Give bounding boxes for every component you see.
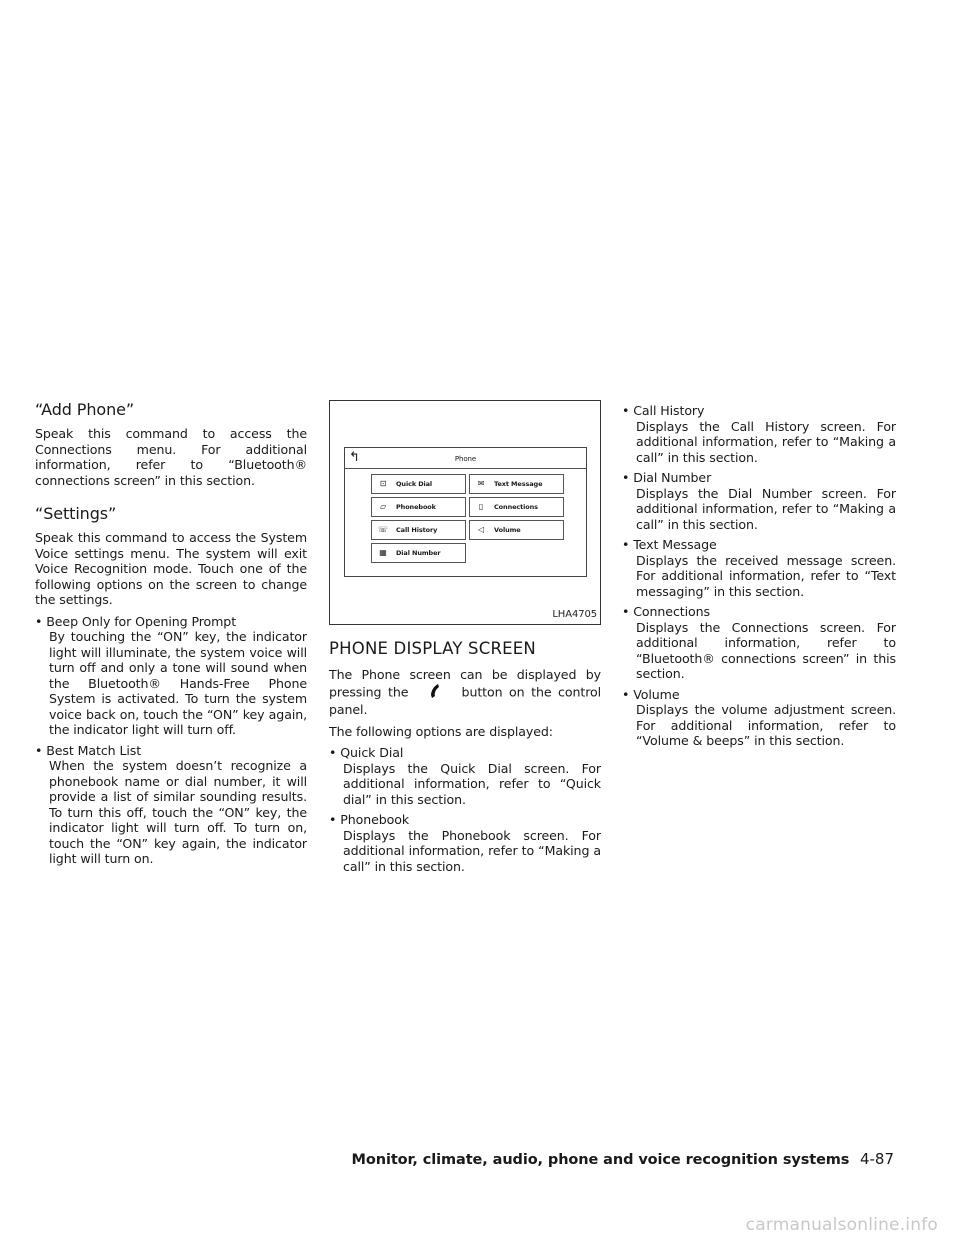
- envelope-icon: ✉: [477, 479, 485, 488]
- heading-settings: “Settings”: [35, 504, 117, 523]
- list-item-title: • Connections: [622, 604, 896, 620]
- list-item: [35, 614, 307, 738]
- screen-title: Phone: [454, 455, 477, 463]
- volume-icon: ◁: [477, 525, 485, 534]
- button-label: Connections: [494, 503, 538, 511]
- list-item-desc: Displays the Quick Dial screen. For additional information, refer to “Quick dial” in this section.: [343, 760, 601, 807]
- back-arrow-icon: ↰: [349, 450, 360, 465]
- button-label: Text Message: [494, 480, 543, 488]
- list-item-desc: Displays the volume adjustment screen. For additional information, refer to “Volume & beeps” in this section.: [636, 702, 896, 748]
- volume-button: [469, 520, 564, 540]
- list-item: [622, 604, 896, 682]
- list-item: [35, 743, 307, 867]
- phonebook-icon: ▱: [379, 502, 387, 511]
- footer-title: Monitor, climate, audio, phone and voice recognition systems: [351, 1152, 850, 1168]
- list-item-title: • Volume: [622, 687, 896, 703]
- quick-dial-button: [371, 474, 466, 494]
- list-item: [329, 812, 601, 874]
- list-item-desc: Displays the Phonebook screen. For additional information, refer to “Making a call” in this section.: [343, 827, 601, 874]
- button-label: Volume: [494, 526, 521, 534]
- call-history-icon: ☏: [378, 525, 388, 534]
- list-item: [329, 745, 601, 807]
- paragraph-text: The Phone screen can be displayed by pressing the: [329, 667, 601, 699]
- list-item-desc: Displays the received message screen. For additional information, refer to “Text messaging” in this section.: [636, 552, 896, 599]
- dial-number-button: [371, 543, 466, 563]
- list-item-desc: Displays the Dial Number screen. For additional information, refer to “Making a call” in this section.: [636, 485, 896, 532]
- button-label: Quick Dial: [396, 480, 433, 488]
- heading-add-phone: “Add Phone”: [35, 400, 135, 419]
- phone-screen: [344, 447, 587, 577]
- text-message-button: [469, 474, 564, 494]
- list-item-title: • Best Match List: [35, 743, 307, 759]
- heading-phone-display-screen: PHONE DISPLAY SCREEN: [329, 639, 536, 658]
- button-label: Dial Number: [396, 549, 441, 557]
- page-footer: [352, 1150, 894, 1168]
- phone-icon: [415, 683, 455, 703]
- list-item-title: • Text Message: [622, 537, 896, 553]
- watermark: carmanualsonline.info: [745, 1215, 938, 1235]
- list-item: [622, 537, 896, 599]
- page-number: 4-87: [859, 1150, 894, 1168]
- list-item-desc: Displays the Call History screen. For additional information, refer to “Making a call” in this section.: [636, 418, 896, 465]
- figure-code: LHA4705: [552, 608, 597, 620]
- phonebook-button: [371, 497, 466, 517]
- column-3: [622, 403, 896, 754]
- list-item: [622, 687, 896, 749]
- button-label: Phonebook: [396, 503, 436, 511]
- connections-button: [469, 497, 564, 517]
- list-item: [622, 403, 896, 465]
- list-item-title: • Call History: [622, 403, 896, 419]
- paragraph-options-intro: The following options are displayed:: [329, 723, 553, 739]
- options-list: [329, 745, 601, 874]
- paragraph-settings: Speak this command to access the System Voice settings menu. The system will exit Voice Recognition mode. Touch one of the following options on the screen to change the settings.: [35, 530, 307, 607]
- column-1: [35, 400, 307, 872]
- list-item-title: • Dial Number: [622, 470, 896, 486]
- paragraph-phone-screen: [329, 667, 601, 718]
- dial-number-icon: ▦: [379, 548, 387, 557]
- list-item-desc: When the system doesn’t recognize a phonebook name or dial number, it will provide a list of similar sounding results. To turn this off, touch the “ON” key, the indicator light will turn off. To turn on, touch the “ON” key again, the indicator light will turn on.: [49, 758, 307, 866]
- screen-title-bar: [345, 448, 586, 469]
- paragraph-text: button on the control panel.: [329, 683, 602, 717]
- phone-screen-figure: [329, 400, 601, 625]
- column-2: [329, 400, 601, 879]
- list-item-title: • Phonebook: [329, 812, 601, 828]
- options-list-continued: [622, 403, 896, 749]
- connections-icon: ▯: [478, 502, 484, 511]
- list-item-title: • Quick Dial: [329, 745, 601, 761]
- settings-list: [35, 614, 307, 867]
- paragraph-add-phone: Speak this command to access the Connections menu. For additional information, refer to “Bluetooth® connections screen” in this section.: [35, 426, 307, 488]
- star-icon: ⊡: [379, 479, 387, 488]
- call-history-button: [371, 520, 466, 540]
- list-item-title: • Beep Only for Opening Prompt: [35, 614, 307, 630]
- list-item-desc: By touching the “ON” key, the indicator light will illuminate, the system voice will turn off and only a tone will sound when the Bluetooth® Hands-Free Phone System is activated. To turn the system voice back on, touch the “ON” key again, the indicator light will turn off.: [49, 629, 307, 737]
- list-item: [622, 470, 896, 532]
- list-item-desc: Displays the Connections screen. For additional information, refer to “Bluetooth® connections screen” in this section.: [636, 619, 896, 681]
- button-label: Call History: [396, 526, 438, 534]
